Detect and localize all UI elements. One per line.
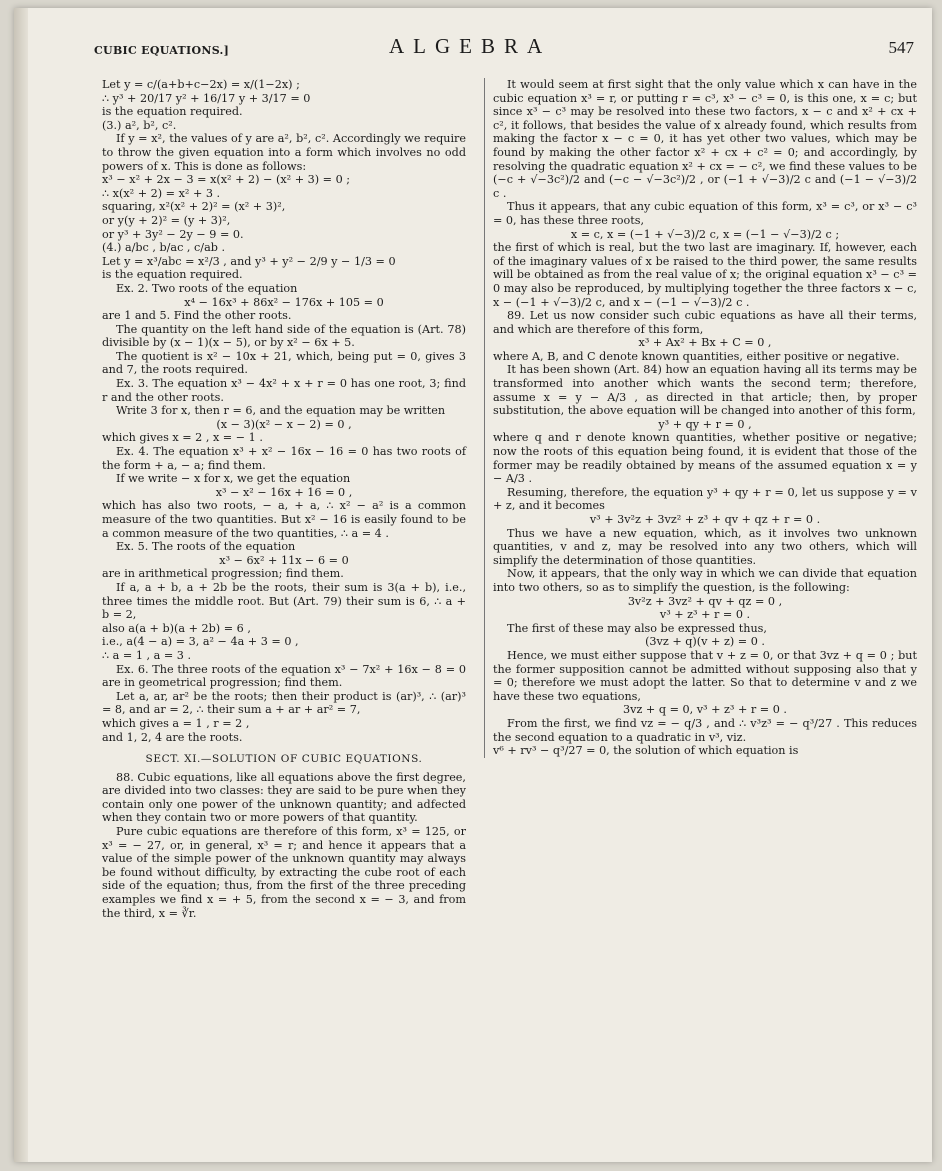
- paragraph: which has also two roots, − a, + a, ∴ x² − a² is a common measure of the two quantities. But x² − 16 is easily found to be a common measure of the two quantities, ∴ a = 4 .: [102, 499, 466, 540]
- text-line: which gives x = 2 , x = − 1 .: [102, 431, 263, 445]
- text-line: are in arithmetical progression; find them.: [102, 567, 344, 581]
- paragraph: Write 3 for x, then r = 6, and the equation may be written: [116, 404, 446, 418]
- text-line: are 1 and 5. Find the other roots.: [102, 309, 292, 323]
- paragraph: The first of these may also be expressed thus,: [507, 621, 767, 635]
- paragraph: Hence, we must either suppose that v + z = 0, or that 3vz + q = 0 ; but the former supposition cannot be admitted without supposing also that y = 0; therefore we must adopt the latter. So that to determine v and z we have these two equations,: [493, 648, 917, 703]
- text-line: and 1, 2, 4 are the roots.: [102, 730, 243, 744]
- equation: x = c, x = (−1 + √−3)/2 c, x = (−1 − √−3)/2 c ;: [570, 227, 840, 241]
- text-line: ∴ x(x² + 2) = x² + 3 .: [102, 186, 221, 200]
- text-line: x³ − x² + 2x − 3 = x(x² + 2) − (x² + 3) = 0 ;: [102, 173, 351, 187]
- page-number: 547: [888, 38, 914, 57]
- text-line: is the equation required.: [102, 268, 243, 282]
- text-line: i.e., a(4 − a) = 3, a² − 4a + 3 = 0 ,: [102, 635, 299, 649]
- running-title: CUBIC EQUATIONS.]: [94, 44, 230, 57]
- text-line: or y(y + 2)² = (y + 3)²,: [102, 213, 231, 227]
- paragraph: 88. Cubic equations, like all equations above the first degree, are divided into two classes: they are said to be pure when they contain only one power of the unknown quantity; and adfected when they contain two or more powers of that quantity.: [102, 770, 466, 825]
- text-line: squaring, x²(x² + 2)² = (x² + 3)²,: [102, 200, 286, 214]
- text-line: which gives a = 1 , r = 2 ,: [102, 716, 250, 730]
- equation: y³ + qy + r = 0 ,: [658, 417, 752, 431]
- text-line: (4.) a/bc , b/ac , c/ab .: [102, 241, 226, 255]
- equation: x⁴ − 16x³ + 86x² − 176x + 105 = 0: [184, 295, 384, 309]
- paragraph: Resuming, therefore, the equation y³ + qy + r = 0, let us suppose y = v + z, and it becomes: [493, 485, 917, 513]
- text-line: also a(a + b)(a + 2b) = 6 ,: [102, 621, 251, 635]
- text-line: (3.) a², b², c².: [102, 118, 177, 132]
- equation: 3v²z + 3vz² + qv + qz = 0 ,: [627, 594, 783, 608]
- paragraph: The quotient is x² − 10x + 21, which, being put = 0, gives 3 and 7, the roots required.: [102, 349, 466, 377]
- text-line: ∴ y³ + 20/17 y² + 16/17 y + 3/17 = 0: [102, 91, 311, 105]
- equation: x³ + Ax² + Bx + C = 0 ,: [638, 336, 772, 350]
- paragraph: Now, it appears, that the only way in which we can divide that equation into two others, so as to simplify the question, is the following:: [493, 567, 917, 594]
- text-line: Let y = c/(a+b+c−2x) = x/(1−2x) ;: [102, 78, 300, 91]
- paragraph: It would seem at first sight that the only value which x can have in the cubic equation x³ = r, or putting r = c³, x³ − c³ = 0, is this one, x = c; but since x³ − c³ may be resolved into these two factors, x − c and x² + cx + c², it follows, that besides the value of x already found, which results from making the factor x − c = 0, it has yet other two values, which may be found by making the other factor x² + cx + c² = 0; and accordingly, by resolving the quadratic equation x² + cx = − c², we find these values to be (−c + √−3c²)/2 and (−c − √−3c²)/2 , or (−1 + √−3)/2 c and (−1 − √−3)/2 c .: [493, 78, 917, 200]
- equation: (3vz + q)(v + z) = 0 .: [645, 635, 765, 649]
- paragraph: The quantity on the left hand side of the equation is (Art. 78) divisible by (x − 1)(x − 5), or by x² − 6x + 5.: [102, 322, 466, 350]
- paragraph: Thus it appears, that any cubic equation of this form, x³ = c³, or x³ − c³ = 0, has these three roots,: [493, 200, 917, 227]
- equation: x³ − 6x² + 11x − 6 = 0: [219, 553, 349, 567]
- text-line: Let y = x³/abc = x²/3 , and y³ + y² − 2/9 y − 1/3 = 0: [102, 254, 396, 268]
- paragraph: From the first, we find vz = − q/3 , and ∴ v³z³ = − q³/27 . This reduces the second equation to a quadratic in v³, viz.: [493, 716, 917, 744]
- paragraph: Let a, ar, ar² be the roots; then their product is (ar)³, ∴ (ar)³ = 8, and ar = 2, ∴ their sum a + ar + ar² = 7,: [102, 689, 466, 717]
- text-line: v⁶ + rv³ − q³/27 = 0, the solution of which equation is: [493, 744, 799, 758]
- equation: (x − 3)(x² − x − 2) = 0 ,: [216, 417, 352, 431]
- left-column: [102, 78, 466, 920]
- paragraph: It has been shown (Art. 84) how an equation having all its terms may be transformed into another which wants the second term; therefore, assume x = y − A/3 , as directed in that article; then, by proper substitution, the above equation will be changed into another of this form,: [493, 363, 917, 418]
- equation: 3vz + q = 0, v³ + z³ + r = 0 .: [623, 703, 787, 717]
- section-title: SECT. XI.—SOLUTION OF CUBIC EQUATIONS.: [145, 753, 423, 766]
- paragraph: the first of which is real, but the two last are imaginary. If, however, each of the imaginary values of x be raised to the third power, the same results will be obtained as from the real value of x; the original equation x³ − c³ = 0 may also be reproduced, by multiplying together the three factors x − c, x − (−1 + √−3)/2 c, and x − (−1 − √−3)/2 c .: [493, 241, 917, 309]
- paragraph: Ex. 6. The three roots of the equation x³ − 7x² + 16x − 8 = 0 are in geometrical progression; find them.: [102, 662, 466, 690]
- text-line: is the equation required.: [102, 105, 243, 119]
- paragraph: Pure cubic equations are therefore of this form, x³ = 125, or x³ = − 27, or, in general, x³ = r; and hence it appears that a value of the simple power of the unknown quantity may always be found without difficulty, by extracting the cube root of each side of the equation; thus, from the first of the three preceding examples we find x = + 5, from the second x = − 3, and from the third, x = ∛r.: [102, 825, 466, 920]
- text-line: or y³ + 3y² − 2y − 9 = 0.: [102, 227, 244, 241]
- text-line: ∴ a = 1 , a = 3 .: [102, 648, 192, 662]
- paragraph: Thus we have a new equation, which, as it involves two unknown quantities, v and z, may be resolved into any two others, which will simplify the determination of those quantities.: [493, 526, 917, 567]
- paragraph: where q and r denote known quantities, whether positive or negative; now the roots of this equation being found, it is evident that those of the former may be readily obtained by means of the assumed equation x = y − A/3 .: [493, 431, 917, 486]
- paragraph: If y = x², the values of y are a², b², c². Accordingly we require to throw the given equation into a form which involves no odd powers of x. This is done as follows:: [102, 132, 466, 173]
- paragraph: If a, a + b, a + 2b be the roots, their sum is 3(a + b), i.e., three times the middle root. But (Art. 79) their sum is 6, ∴ a + b = 2,: [102, 580, 466, 622]
- paragraph: If we write − x for x, we get the equation: [116, 472, 351, 486]
- paragraph: Ex. 3. The equation x³ − 4x² + x + r = 0 has one root, 3; find r and the other roots.: [102, 377, 466, 404]
- binding-edge: [14, 8, 28, 1162]
- right-column: [484, 78, 917, 758]
- example-heading: Ex. 5. The roots of the equation: [116, 540, 296, 554]
- page-header: [94, 30, 914, 64]
- paragraph: where A, B, and C denote known quantities, either positive or negative.: [493, 349, 900, 363]
- example-heading: Ex. 2. Two roots of the equation: [116, 281, 298, 295]
- paragraph: 89. Let us now consider such cubic equations as have all their terms, and which are therefore of this form,: [493, 309, 917, 336]
- paragraph: Ex. 4. The equation x³ + x² − 16x − 16 = 0 has two roots of the form + a, − a; find them.: [102, 445, 466, 472]
- equation: x³ − x² − 16x + 16 = 0 ,: [215, 485, 353, 499]
- equation: v³ + 3v²z + 3vz² + z³ + qv + qz + r = 0 .: [589, 513, 821, 526]
- book-page: [14, 8, 932, 1162]
- equation: v³ + z³ + r = 0 .: [659, 608, 751, 622]
- book-title: ALGEBRA: [389, 34, 552, 58]
